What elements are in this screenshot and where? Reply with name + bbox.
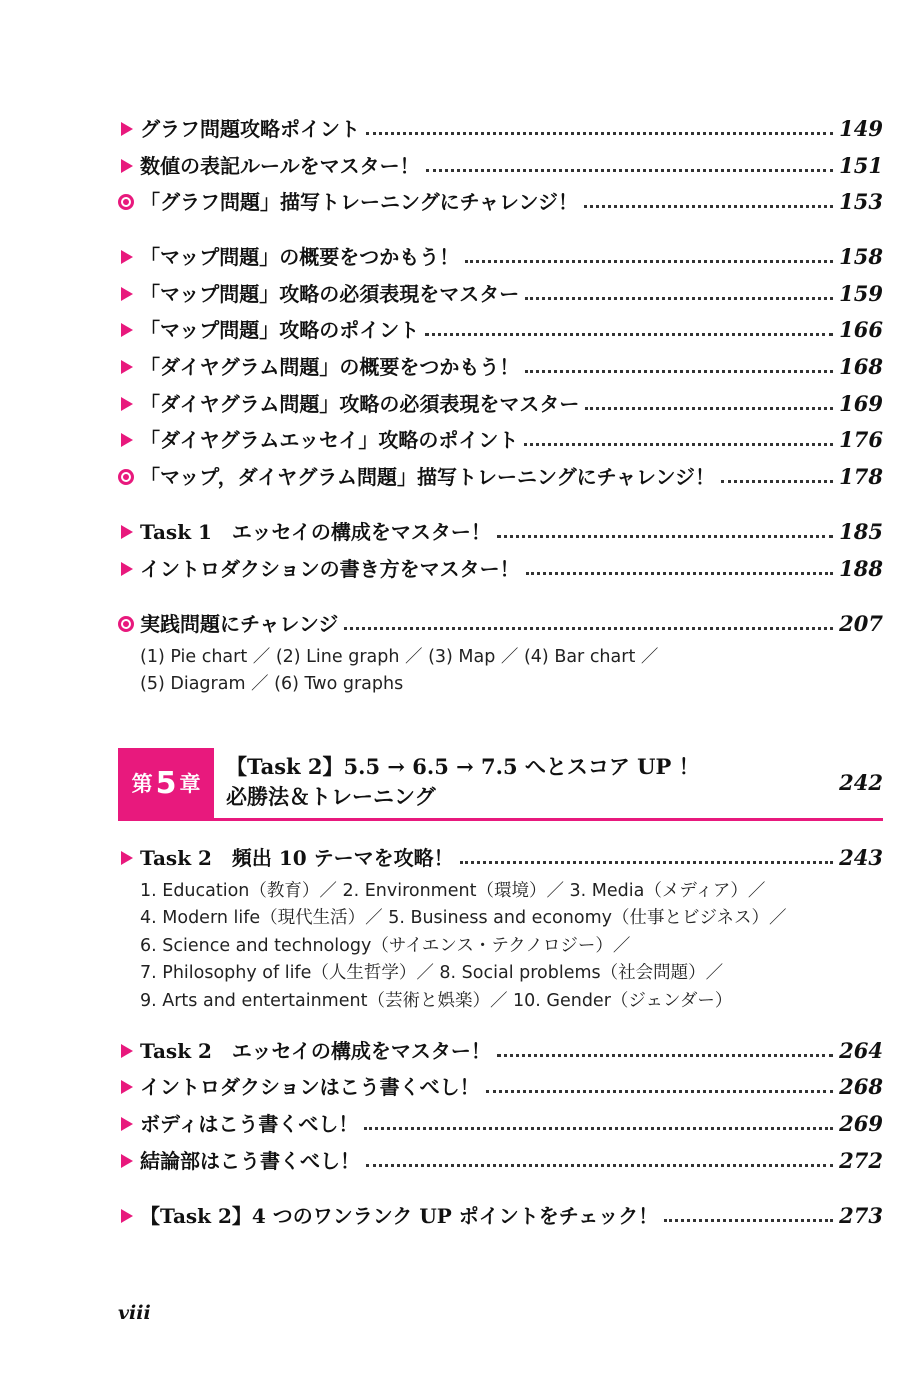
toc-entry[interactable]: [118, 1070, 883, 1100]
triangle-bullet-icon: [118, 845, 140, 871]
triangle-bullet-icon: [118, 519, 140, 545]
page-number-folio: viii: [118, 1302, 151, 1324]
triangle-bullet-icon: [118, 354, 140, 380]
toc-entry-page: 243: [839, 845, 883, 870]
toc-entry-practice[interactable]: [118, 607, 883, 637]
toc-entry[interactable]: [118, 1034, 883, 1064]
toc-entry-label: 「マップ，ダイヤグラム問題」描写トレーニングにチャレンジ！: [140, 465, 715, 489]
dot-leader: [526, 572, 834, 575]
toc-entry[interactable]: [118, 387, 883, 417]
toc-entry[interactable]: [118, 185, 883, 215]
triangle-bullet-icon: [118, 1038, 140, 1064]
toc-entry[interactable]: [118, 112, 883, 142]
toc-entry-label: 「マップ問題」攻略のポイント: [140, 318, 420, 342]
toc-entry-label: 「マップ問題」攻略の必須表現をマスター: [140, 282, 520, 306]
toc-entry-label: 「ダイヤグラム問題」攻略の必須表現をマスター: [140, 392, 580, 416]
chapter-prefix: 第: [131, 772, 153, 796]
toc-entry-page: 188: [839, 556, 883, 581]
dot-leader: [364, 1127, 833, 1130]
toc-entry-label: Task 2 頻出 10 テーマを攻略！: [140, 846, 454, 870]
toc-entry[interactable]: [118, 277, 883, 307]
themes-subitems-line: 6. Science and technology（サイエンス・テクノロジー）／: [140, 936, 631, 956]
circle-bullet-icon: [118, 464, 140, 490]
dot-leader: [366, 132, 833, 135]
toc-entry-page: 272: [839, 1148, 883, 1173]
practice-subitems-line: (1) Pie chart ／ (2) Line graph ／ (3) Map ／ (4) Bar chart ／: [140, 647, 659, 667]
dot-leader: [525, 297, 833, 300]
practice-subitems-line: (5) Diagram ／ (6) Two graphs: [140, 674, 404, 694]
dot-leader: [721, 480, 833, 483]
toc-entry[interactable]: [118, 841, 883, 871]
triangle-bullet-icon: [118, 1148, 140, 1174]
themes-subitems-line: 7. Philosophy of life（人生哲学）／ 8. Social problems（社会問題）／: [140, 963, 724, 983]
toc-entry-page: 176: [839, 427, 883, 452]
dot-leader: [366, 1164, 833, 1167]
dot-leader: [584, 205, 833, 208]
triangle-bullet-icon: [118, 427, 140, 453]
triangle-bullet-icon: [118, 244, 140, 270]
toc-entry-page: 169: [839, 391, 883, 416]
chapter-suffix: 章: [179, 772, 201, 796]
toc-entry-label: グラフ問題攻略ポイント: [140, 117, 360, 141]
toc-entry-page: 273: [839, 1203, 883, 1228]
toc-entry[interactable]: [118, 515, 883, 545]
toc-entry-page: 149: [839, 116, 883, 141]
triangle-bullet-icon: [118, 391, 140, 417]
toc-entry[interactable]: [118, 1107, 883, 1137]
chapter-heading: [118, 748, 883, 821]
dot-leader: [497, 535, 833, 538]
toc-entry[interactable]: [118, 350, 883, 380]
toc-entry-label: 【Task 2】4 つのワンランク UP ポイントをチェック！: [140, 1204, 659, 1228]
dot-leader: [497, 1054, 833, 1057]
dot-leader: [460, 861, 833, 864]
toc-entry-page: 158: [839, 244, 883, 269]
circle-bullet-icon: [118, 611, 140, 637]
triangle-bullet-icon: [118, 1111, 140, 1137]
toc-entry-label: 「グラフ問題」描写トレーニングにチャレンジ！: [140, 190, 578, 214]
triangle-bullet-icon: [118, 281, 140, 307]
toc-entry-label: 実践問題にチャレンジ: [140, 612, 339, 636]
chapter-badge: [118, 748, 214, 818]
dot-leader: [344, 627, 833, 630]
themes-subitems-line: 1. Education（教育）／ 2. Environment（環境）／ 3. Media（メディア）／: [140, 881, 766, 901]
toc-entry[interactable]: [118, 423, 883, 453]
dot-leader: [426, 169, 834, 172]
toc-entry-page: 153: [839, 189, 883, 214]
toc-entry[interactable]: [118, 460, 883, 490]
toc-entry-label: 「ダイヤグラムエッセイ」攻略のポイント: [140, 428, 519, 452]
toc-entry-label: 「マップ問題」の概要をつかもう！: [140, 245, 460, 269]
toc-entry[interactable]: [118, 552, 883, 582]
toc-entry-page: 178: [839, 464, 883, 489]
triangle-bullet-icon: [118, 556, 140, 582]
toc-entry-page: 185: [839, 519, 883, 544]
toc-entry-label: 結論部はこう書くべし！: [140, 1149, 360, 1173]
toc-entry-page: 166: [839, 317, 883, 342]
toc-entry-page: 151: [839, 153, 883, 178]
toc-entry[interactable]: [118, 313, 883, 343]
chapter-title-line2: 必勝法＆トレーニング: [226, 785, 436, 809]
toc-entry-page: 264: [839, 1038, 883, 1063]
toc-entry-label: Task 2 エッセイの構成をマスター！: [140, 1039, 491, 1063]
chapter-title-line1: 【Task 2】5.5 → 6.5 → 7.5 へとスコア UP ！: [226, 754, 700, 779]
toc-entry-label: 「ダイヤグラム問題」の概要をつかもう！: [140, 355, 520, 379]
dot-leader: [486, 1090, 834, 1093]
triangle-bullet-icon: [118, 116, 140, 142]
toc-entry-page: 269: [839, 1111, 883, 1136]
toc-entry-page: 168: [839, 354, 883, 379]
triangle-bullet-icon: [118, 153, 140, 179]
toc-entry-label: イントロダクションはこう書くべし！: [140, 1075, 480, 1099]
toc-entry-page: 268: [839, 1074, 883, 1099]
toc-entry-page: 159: [839, 281, 883, 306]
toc-entry[interactable]: [118, 149, 883, 179]
chapter-page: 242: [839, 770, 883, 795]
triangle-bullet-icon: [118, 317, 140, 343]
toc-entry-label: ボディはこう書くべし！: [140, 1112, 359, 1136]
toc-entry-label: イントロダクションの書き方をマスター！: [140, 557, 520, 581]
toc-entry-label: Task 1 エッセイの構成をマスター！: [140, 520, 491, 544]
themes-subitems-line: 4. Modern life（現代生活）／ 5. Business and economy（仕事とビジネス）／: [140, 908, 787, 928]
themes-subitems-line: 9. Arts and entertainment（芸術と娯楽）／ 10. Gender（ジェンダー）: [140, 991, 733, 1011]
dot-leader: [664, 1219, 833, 1222]
dot-leader: [585, 407, 833, 410]
toc-entry[interactable]: [118, 240, 883, 270]
toc-entry-label: 数値の表記ルールをマスター！: [140, 154, 420, 178]
dot-leader: [524, 443, 833, 446]
dot-leader: [525, 370, 833, 373]
toc-entry[interactable]: [118, 1199, 883, 1229]
triangle-bullet-icon: [118, 1203, 140, 1229]
triangle-bullet-icon: [118, 1074, 140, 1100]
chapter-title: [226, 752, 700, 812]
circle-bullet-icon: [118, 189, 140, 215]
toc-entry-page: 207: [839, 611, 883, 636]
toc-entry[interactable]: [118, 1144, 883, 1174]
dot-leader: [465, 260, 833, 263]
dot-leader: [425, 333, 833, 336]
chapter-number: 5: [155, 765, 177, 801]
